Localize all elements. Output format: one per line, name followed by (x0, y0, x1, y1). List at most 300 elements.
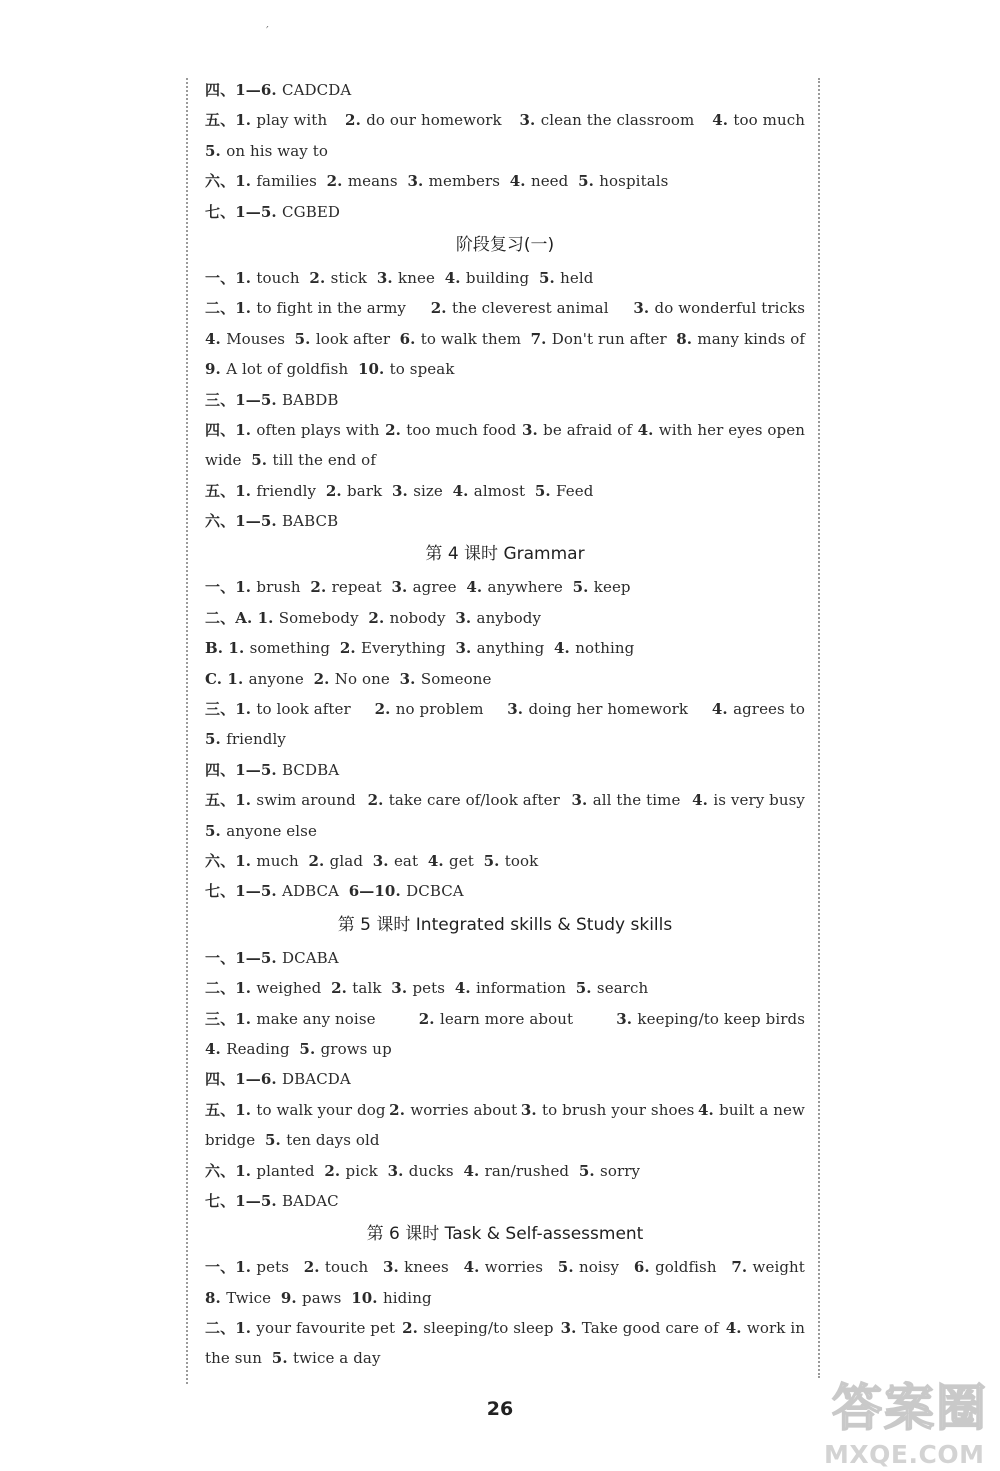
item-answer: too much food (406, 420, 517, 439)
answer-line (205, 385, 805, 415)
item-number: 8. (676, 329, 698, 348)
answer-item (507, 694, 688, 724)
item-answer: often plays with (256, 420, 380, 439)
answer-key-content (205, 75, 805, 1374)
item-answer: is very busy (713, 791, 805, 810)
item-number: 三、1. (205, 700, 257, 719)
item-answer: knee (398, 268, 445, 287)
item-answer: to fight in the army (256, 299, 406, 318)
item-number: 五、1. (205, 791, 257, 810)
item-number: 六、1—5. (205, 512, 283, 531)
item-number: 10. (357, 360, 390, 379)
item-answer: your favourite pet (256, 1319, 396, 1338)
item-answer: wide (205, 451, 252, 470)
item-answer: repeat (331, 578, 392, 597)
item-answer: hospitals (599, 172, 669, 191)
item-number: 4. (205, 329, 227, 348)
answer-item (638, 415, 805, 445)
item-answer: Someone (420, 669, 492, 688)
item-number: 3. (520, 1100, 543, 1119)
item-answer: A lot of goldfish (226, 360, 358, 379)
section-heading: 第 4 课时 Grammar (425, 544, 585, 565)
answer-line (205, 973, 805, 1003)
answer-line (205, 75, 805, 105)
item-answer: swim around (256, 791, 356, 810)
item-number: 4. (711, 700, 734, 719)
answer-line (205, 876, 805, 906)
item-number: 4. (205, 1039, 227, 1058)
answer-line (205, 166, 805, 196)
item-answer: means (347, 172, 408, 191)
item-answer: do our homework (366, 111, 502, 130)
item-answer: play with (256, 111, 328, 130)
item-number: 2. (326, 172, 348, 191)
item-answer: be afraid of (543, 420, 632, 439)
item-answer: need (530, 172, 579, 191)
item-answer: DBACDA (282, 1070, 351, 1089)
item-answer: pick (345, 1161, 388, 1180)
item-number: 5. (265, 1131, 287, 1150)
item-answer: on his way to (226, 141, 328, 160)
answer-item (383, 1252, 449, 1282)
item-answer: nobody (389, 608, 456, 627)
item-number: 5. (205, 141, 227, 160)
item-number: 二、1. (205, 1319, 257, 1338)
item-number: 2. (402, 1319, 424, 1338)
answer-line (205, 1313, 805, 1343)
item-number: 2. (313, 669, 335, 688)
item-answer: to walk your dog (256, 1100, 386, 1119)
answer-line (205, 816, 805, 846)
item-number: 3. (633, 299, 655, 318)
item-number: 3. (382, 1258, 405, 1277)
item-answer: take care of/look after (388, 791, 560, 810)
item-answer: noisy (578, 1258, 620, 1277)
answer-item (633, 293, 805, 323)
answer-item (522, 415, 632, 445)
answer-item (531, 324, 667, 354)
answer-item (521, 1095, 695, 1125)
item-answer: sorry (600, 1161, 641, 1180)
item-number: 三、1. (205, 1009, 257, 1028)
item-number: 3. (560, 1319, 582, 1338)
item-number: 2. (310, 578, 332, 597)
item-answer: glad (329, 851, 373, 870)
item-number: 2. (345, 111, 367, 130)
item-answer: Feed (556, 481, 594, 500)
item-answer: no problem (395, 700, 484, 719)
item-number: 6—10. (348, 882, 407, 901)
item-number: 五、1. (205, 1100, 257, 1119)
answer-line (205, 476, 805, 506)
answer-item (205, 1313, 395, 1343)
item-number: 3. (455, 639, 477, 658)
item-answer: Somebody (278, 608, 369, 627)
item-answer: held (560, 268, 594, 287)
item-number: 2. (309, 268, 331, 287)
item-number: 2. (389, 1100, 411, 1119)
item-number: 3. (392, 481, 414, 500)
left-margin-rule (186, 78, 188, 1384)
right-margin-rule (818, 78, 820, 1378)
item-number: 2. (325, 481, 348, 500)
item-answer: families (256, 172, 327, 191)
item-number: 3. (387, 1161, 409, 1180)
answer-line (205, 324, 805, 354)
item-number: 5. (299, 1039, 321, 1058)
item-answer: sleeping/to sleep (423, 1319, 554, 1338)
item-answer: many kinds of (697, 329, 805, 348)
item-number: 一、1—5. (205, 948, 283, 967)
item-answer: nothing (575, 639, 635, 658)
item-answer: CGBED (282, 202, 340, 221)
answer-item (205, 1004, 376, 1034)
item-answer: BADAC (282, 1191, 339, 1210)
answer-line (205, 1034, 805, 1064)
answer-item (205, 324, 285, 354)
item-number: 七、1—5. (205, 1191, 283, 1210)
item-answer: too much (733, 111, 805, 130)
answer-item (731, 1252, 805, 1282)
item-answer: took (504, 851, 539, 870)
item-answer: bridge (205, 1131, 265, 1150)
item-number: 五、1. (205, 481, 257, 500)
item-answer: touch (256, 268, 310, 287)
item-answer: till the end of (272, 451, 376, 470)
answer-item (205, 1252, 289, 1282)
item-answer: information (476, 979, 576, 998)
item-answer: twice a day (292, 1349, 381, 1368)
item-number: 10. (351, 1288, 383, 1307)
item-answer: knees (404, 1258, 449, 1277)
item-number: 五、1. (205, 111, 257, 130)
item-answer: DCBCA (406, 882, 464, 901)
item-answer: Everything (361, 639, 456, 658)
item-number: 5. (205, 730, 227, 749)
item-answer: anywhere (487, 578, 573, 597)
item-number: 4. (452, 481, 474, 500)
answer-line (205, 1186, 805, 1216)
item-answer: search (596, 979, 649, 998)
item-answer: with her eyes open (658, 420, 805, 439)
answer-line (205, 1283, 805, 1313)
answer-line (205, 1095, 805, 1125)
answer-item (464, 1252, 543, 1282)
item-answer: something (249, 639, 340, 658)
item-number: 四、1—6. (205, 81, 283, 99)
item-answer: bark (347, 481, 392, 500)
item-number: 7. (731, 1258, 753, 1277)
item-answer: stick (330, 268, 377, 287)
item-number: 2. (331, 979, 353, 998)
item-answer: members (428, 172, 510, 191)
item-answer: eat (393, 851, 428, 870)
item-answer: all the time (592, 791, 681, 810)
item-number: 6. (399, 329, 421, 348)
item-number: 4. (509, 172, 531, 191)
item-answer: anybody (476, 608, 542, 627)
item-answer: No one (334, 669, 400, 688)
item-answer: Twice (226, 1288, 281, 1307)
answer-line (205, 1004, 805, 1034)
answer-line (205, 415, 805, 445)
item-answer: look after (315, 329, 391, 348)
watermark-text: 答案圈 (832, 1379, 988, 1437)
section-heading: 阶段复习(一) (455, 234, 555, 255)
item-number: 3. (507, 700, 529, 719)
answer-item (676, 324, 805, 354)
answer-item (205, 1095, 386, 1125)
item-number: 3. (519, 111, 541, 130)
answer-item (205, 785, 356, 815)
item-answer: do wonderful tricks (654, 299, 805, 318)
item-number: 2. (385, 420, 407, 439)
answer-line (205, 197, 805, 227)
item-number: 2. (303, 1258, 325, 1277)
item-number: 7. (530, 329, 552, 348)
item-number: 5. (578, 172, 600, 191)
item-answer: the cleverest animal (451, 299, 609, 318)
item-answer: to walk them (420, 329, 522, 348)
item-number: 2. (374, 700, 396, 719)
answer-line (205, 136, 805, 166)
watermark-url: MXQE.COM (824, 1440, 985, 1469)
item-number: 三、1—5. (205, 390, 283, 409)
item-number: 3. (407, 172, 429, 191)
item-number: 六、1. (205, 851, 257, 870)
item-answer: ran/rushed (484, 1161, 579, 1180)
answer-item (616, 1004, 805, 1034)
answer-item (692, 785, 805, 815)
answer-item (304, 1252, 368, 1282)
answer-item (712, 105, 805, 135)
item-number: 4. (692, 791, 714, 810)
answer-line (205, 724, 805, 754)
item-number: 六、1. (205, 172, 257, 191)
item-answer: Reading (226, 1039, 300, 1058)
item-answer: BABCB (282, 512, 339, 531)
item-answer: the sun (205, 1349, 272, 1368)
item-number: 5. (575, 979, 597, 998)
answer-line (205, 785, 805, 815)
item-number: 5. (572, 578, 594, 597)
item-answer: BABDB (282, 390, 339, 409)
watermark-logo (818, 1368, 1000, 1471)
item-answer: touch (324, 1258, 369, 1277)
item-answer: doing her homework (528, 700, 689, 719)
item-number: 2. (418, 1009, 440, 1028)
item-number: C. 1. (205, 669, 249, 688)
answer-item (205, 694, 351, 724)
item-number: 9. (280, 1288, 302, 1307)
answer-item (520, 105, 695, 135)
answer-item (375, 694, 484, 724)
item-number: 5. (251, 451, 273, 470)
item-number: 七、1—5. (205, 202, 283, 221)
answer-line (205, 572, 805, 602)
item-answer: DCABA (282, 948, 339, 967)
item-number: 一、1. (205, 1258, 257, 1277)
answer-item (558, 1252, 619, 1282)
item-answer: keeping/to keep birds (637, 1009, 805, 1028)
item-answer: work in (746, 1319, 805, 1338)
item-answer: Don't run after (551, 329, 667, 348)
item-answer: agree (412, 578, 467, 597)
item-number: 5. (538, 268, 561, 287)
answer-line (205, 633, 805, 663)
answer-line (205, 755, 805, 785)
item-answer: agrees to (733, 700, 805, 719)
answer-item (419, 1004, 573, 1034)
answer-item (368, 785, 560, 815)
item-answer: friendly (226, 730, 286, 749)
item-answer: worries (484, 1258, 544, 1277)
item-answer: almost (473, 481, 535, 500)
answer-item (205, 293, 406, 323)
item-number: 5. (294, 329, 316, 348)
item-answer: goldfish (655, 1258, 717, 1277)
item-answer: get (449, 851, 484, 870)
item-number: 2. (308, 851, 330, 870)
item-number: 5. (578, 1161, 601, 1180)
item-number: 4. (454, 979, 476, 998)
answer-item (712, 694, 805, 724)
item-number: 4. (554, 639, 576, 658)
section-heading: 第 5 课时 Integrated skills & Study skills (337, 914, 673, 935)
section-heading: 第 6 课时 Task & Self-assessment (366, 1224, 644, 1245)
item-number: 4. (463, 1161, 485, 1180)
item-answer: ADBCA (282, 882, 349, 901)
answer-line (205, 943, 805, 973)
answer-line (205, 664, 805, 694)
item-answer: building (465, 268, 539, 287)
item-number: 5. (271, 1349, 293, 1368)
item-number: 5. (534, 481, 557, 500)
item-answer: CADCDA (282, 81, 352, 99)
item-number: 4. (444, 268, 466, 287)
item-number: 3. (571, 791, 593, 810)
item-number: 二、A. 1. (205, 608, 279, 627)
item-number: 5. (557, 1258, 579, 1277)
item-answer: much (256, 851, 309, 870)
item-number: 2. (324, 1161, 346, 1180)
answer-item (400, 324, 521, 354)
item-answer: worries about (410, 1100, 518, 1119)
item-number: 5. (205, 821, 227, 840)
answer-line (205, 1156, 805, 1186)
item-answer: grows up (320, 1039, 392, 1058)
item-answer: ten days old (286, 1131, 380, 1150)
item-answer: paws (302, 1288, 352, 1307)
item-answer: brush (256, 578, 311, 597)
answer-line (205, 506, 805, 536)
answer-line (205, 1252, 805, 1282)
item-answer: learn more about (439, 1009, 574, 1028)
item-answer: anything (476, 639, 555, 658)
item-number: 4. (463, 1258, 485, 1277)
item-number: 4. (427, 851, 450, 870)
answer-line (205, 354, 805, 384)
item-number: 4. (466, 578, 488, 597)
item-answer: BCDBA (282, 760, 340, 779)
item-answer: make any noise (256, 1009, 376, 1028)
answer-item (295, 324, 390, 354)
item-number: 3. (455, 608, 477, 627)
item-answer: to brush your shoes (542, 1100, 695, 1119)
answer-line (205, 1125, 805, 1155)
page-number: 26 (486, 1398, 514, 1420)
answer-item (561, 1313, 719, 1343)
answer-line (205, 105, 805, 135)
item-number: 6. (633, 1258, 656, 1277)
item-answer: keep (593, 578, 631, 597)
item-number: 3. (399, 669, 421, 688)
answer-item (402, 1313, 554, 1343)
item-number: 4. (637, 420, 659, 439)
item-answer: talk (352, 979, 392, 998)
item-number: 四、1—5. (205, 760, 283, 779)
item-answer: pets (256, 1258, 289, 1277)
item-number: 3. (391, 578, 413, 597)
item-answer: Mouses (226, 329, 286, 348)
item-number: B. 1. (205, 639, 250, 658)
item-number: 3. (616, 1009, 638, 1028)
item-number: 2. (339, 639, 362, 658)
answer-item (726, 1313, 805, 1343)
answer-item (431, 293, 609, 323)
item-number: 一、1. (205, 578, 257, 597)
item-number: 4. (697, 1100, 720, 1119)
answer-line (205, 603, 805, 633)
item-number: 一、1. (205, 268, 257, 287)
item-number: 2. (430, 299, 452, 318)
item-answer: weight (752, 1258, 805, 1277)
item-answer: anyone else (226, 821, 317, 840)
item-number: 2. (368, 608, 390, 627)
item-answer: weighed (256, 979, 332, 998)
item-number: 4. (725, 1319, 747, 1338)
item-number: 二、1. (205, 299, 257, 318)
item-number: 2. (367, 791, 389, 810)
answer-item (385, 415, 516, 445)
answer-item (698, 1095, 805, 1125)
answer-item (205, 105, 327, 135)
item-number: 9. (205, 360, 227, 379)
item-answer: hiding (382, 1288, 432, 1307)
answer-item (389, 1095, 517, 1125)
item-number: 8. (205, 1288, 227, 1307)
item-answer: clean the classroom (540, 111, 695, 130)
item-answer: ducks (408, 1161, 464, 1180)
answer-line (205, 263, 805, 293)
item-answer: to look after (256, 700, 351, 719)
item-number: 七、1—5. (205, 882, 283, 901)
answer-line (205, 694, 805, 724)
answer-line (205, 846, 805, 876)
item-answer: friendly (256, 481, 326, 500)
item-answer: size (413, 481, 453, 500)
answer-line (205, 445, 805, 475)
answer-item (205, 415, 380, 445)
item-answer: to speak (389, 360, 455, 379)
answer-line (205, 293, 805, 323)
item-answer: pets (412, 979, 455, 998)
item-number: 3. (521, 420, 544, 439)
item-number: 5. (483, 851, 505, 870)
item-number: 3. (372, 851, 394, 870)
item-number: 3. (391, 979, 413, 998)
answer-item (634, 1252, 717, 1282)
